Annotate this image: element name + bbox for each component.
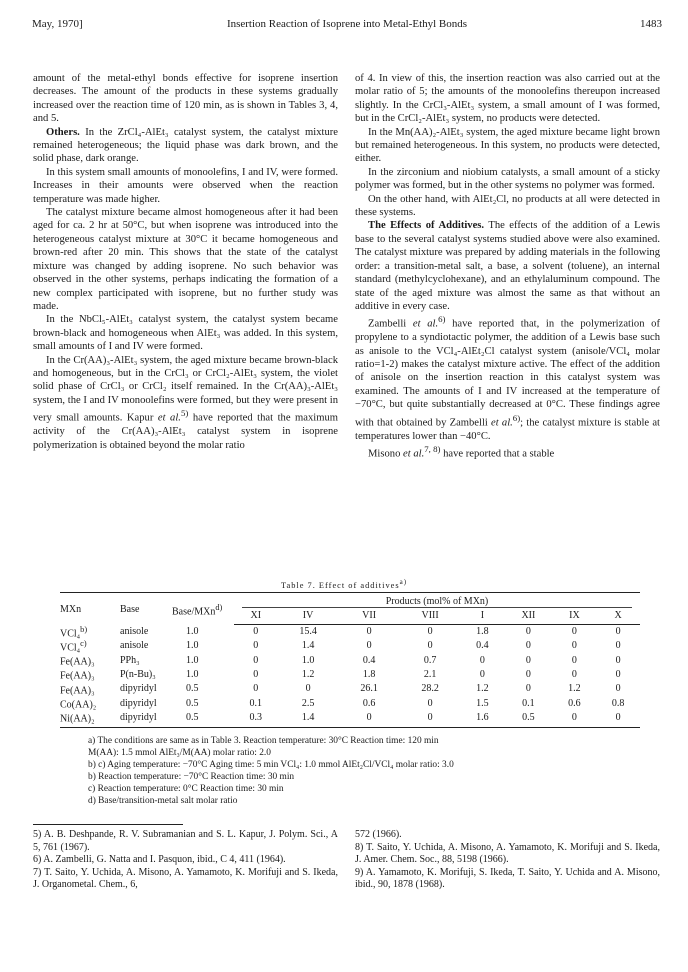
cell-product-value: 1.2 bbox=[301, 669, 315, 681]
paragraph: In the NbCl₅-AlEt₃ catalyst system, the catalyst system became brown-black and homogeneous when AlEt₃ was added. In this system, small amounts of I and IV were formed. bbox=[33, 314, 338, 353]
cell-product-value: 0 bbox=[400, 710, 461, 727]
reference: 9) A. Yamamoto, K. Morifuji, S. Ikeda, T. Saito, Y. Uchida and A. Misono, ibid., 90, 1878 (1968). bbox=[355, 866, 660, 891]
effect-of-additives-table bbox=[60, 592, 640, 728]
table-footnote: c) Reaction temperature: 0°C Reaction time: 30 min bbox=[88, 784, 284, 794]
cell-product-value: 1.4 bbox=[301, 640, 315, 652]
col-header-product: VIII bbox=[400, 609, 461, 625]
citation-et-al: et al. bbox=[157, 412, 181, 424]
cell-ratio: 1.0 bbox=[186, 640, 199, 652]
cell-product-value: 15.4 bbox=[299, 626, 317, 638]
cell-ratio: 0.5 bbox=[172, 710, 234, 727]
cell-product-value: 0 bbox=[339, 710, 400, 727]
reference: 5) A. B. Deshpande, R. V. Subramanian and S. L. Kapur, J. Polym. Sci., A 5, 761 (1967). bbox=[33, 829, 338, 853]
products-header-text: Products (mol% of MXn) bbox=[242, 596, 632, 608]
table-footnote: a) The conditions are same as in Table 3. Reaction temperature: 30°C Reaction time: 120 min bbox=[88, 736, 439, 746]
cell-product-value: 0 bbox=[525, 640, 531, 652]
table-footnote: M(AA): 1.5 mmol AlEt₃/M(AA) molar ratio: 2.0 bbox=[88, 748, 271, 758]
cell-product-value: 0.4 bbox=[362, 654, 376, 666]
col-header-product: VII bbox=[339, 609, 400, 625]
paragraph bbox=[355, 313, 660, 443]
col-header-product: I bbox=[461, 609, 505, 625]
cell-mx bbox=[60, 625, 120, 639]
citation-et-al: et al. bbox=[412, 318, 439, 330]
cell-product-value: 0 bbox=[525, 654, 531, 666]
cell-base: anisole bbox=[120, 626, 149, 638]
paragraph-text: ; the catalyst mixture is stable at temperatures lower than −40°C. bbox=[355, 417, 660, 442]
col-header-product: X bbox=[596, 609, 640, 625]
cell-product-value: 1.6 bbox=[461, 710, 505, 727]
cell-product-value: 0.6 bbox=[362, 697, 376, 709]
cell-product-value: 1.0 bbox=[301, 654, 315, 666]
citation-ref: 6) bbox=[438, 314, 446, 325]
cell-mx bbox=[60, 696, 120, 710]
cell-product-value: 0 bbox=[366, 640, 372, 652]
cell-product-value: 0 bbox=[427, 626, 433, 638]
cell-product-value: 0.4 bbox=[476, 640, 489, 652]
table-title bbox=[0, 578, 688, 590]
cell-product-value: 2.5 bbox=[301, 697, 315, 709]
cell-base: P(n-Bu)₃ bbox=[120, 669, 156, 681]
cell-product-value: 0 bbox=[253, 669, 259, 681]
paragraph: of 4. In view of this, the insertion reaction was also carried out at the molar ratio of 5; the amounts of the monoolefins thereupon increased slightly. In the CrCl₃-AlEt₃ system, a small amount of I was formed, but in the CrCl₂-AlEt₃ system, no products were detected. bbox=[355, 73, 660, 125]
cell-mx-text: VCl₄ bbox=[60, 642, 81, 654]
cell-mx-text: Co(AA)₂ bbox=[60, 699, 97, 711]
cell-ratio: 1.0 bbox=[186, 654, 199, 666]
table-footnotes bbox=[88, 735, 648, 807]
running-header bbox=[32, 18, 662, 34]
cell-product-value: 2.1 bbox=[423, 669, 437, 681]
paragraph: In the Mn(AA)₂-AlEt₃ system, the aged mixture became light brown but remained heterogeneous. In this system, no products were detected, either. bbox=[355, 126, 660, 165]
table-footnote: b) c) Aging temperature: −70°C Aging time: 5 min VCl₄: 1.0 mmol AlEt₂Cl/VCl₄ molar ratio: 3.0 bbox=[88, 760, 454, 770]
cell-ratio: 0.5 bbox=[186, 683, 199, 695]
citation-ref: 7, 8) bbox=[424, 444, 441, 455]
reference: 7) T. Saito, Y. Uchida, A. Misono, A. Yamamoto, K. Morifuji and S. Ikeda, J. Organometal. Chem., 6, bbox=[33, 866, 338, 891]
cell-mx bbox=[60, 653, 120, 667]
table-footnote: d) Base/transition-metal salt molar ratio bbox=[88, 796, 238, 806]
paragraph-text: have reported that a stable bbox=[443, 448, 555, 460]
cell-product-value: 0.1 bbox=[522, 697, 535, 709]
cell-mx-text: Fe(AA)₃ bbox=[60, 670, 95, 682]
cell-mx bbox=[60, 639, 120, 653]
col-header-product: IX bbox=[553, 609, 597, 625]
cell-product-value: 28.2 bbox=[421, 683, 439, 695]
table-row bbox=[60, 653, 640, 667]
cell-product-value: 0.1 bbox=[249, 697, 263, 709]
citation-author: Zambelli bbox=[368, 318, 407, 330]
cell-product-value: 0 bbox=[553, 710, 597, 727]
cell-product-value: 0 bbox=[427, 697, 433, 709]
cell-mx-text: VCl₄ bbox=[60, 627, 81, 639]
paragraph-text: The effects of the addition of a Lewis base to the several catalyst systems studied above were also examined. The catalyst mixture was prepared by adding materials in the following order: a transition-metal salt, a base, a solvent (toluene), an internal standard (methylcyclohexane), and an ethylaluminum compound. The state of the aged mixture was almost the same as that without an additive in every case. bbox=[355, 220, 660, 312]
col-header-mx: MXn bbox=[60, 593, 120, 625]
cell-product-value: 1.5 bbox=[476, 697, 489, 709]
cell-product-value: 26.1 bbox=[360, 683, 378, 695]
citation-ref: 5) bbox=[180, 408, 189, 419]
paragraph-text: have reported that the maximum activity of the Cr(AA)₃-AlEt₃ catalyst system in isoprene polymerization is obtained beyond the molar ratio bbox=[33, 412, 338, 451]
products-header bbox=[234, 593, 640, 609]
cell-product-value: 0.8 bbox=[611, 697, 625, 709]
paragraph bbox=[355, 219, 660, 313]
cell-product-value: 0.3 bbox=[234, 710, 278, 727]
cell-mx bbox=[60, 682, 120, 696]
citation-ref: 6) bbox=[512, 412, 521, 423]
paragraph: In the zirconium and niobium catalysts, a small amount of a sticky polymer was formed, but in the other systems no polymer was formed. bbox=[355, 166, 660, 192]
cell-product-value: 0 bbox=[479, 669, 485, 681]
footnote-rule bbox=[33, 824, 183, 825]
left-column bbox=[33, 72, 338, 452]
col-header-base: Base bbox=[120, 593, 172, 625]
cell-product-value: 0 bbox=[427, 640, 433, 652]
cell-mx bbox=[60, 667, 120, 681]
section-lead: Others. bbox=[46, 126, 80, 138]
cell-product-value: 0 bbox=[615, 669, 621, 681]
paragraph: In this system small amounts of monoolefins, I and IV, were formed. Increases in their amounts were observed when the reaction temperature was made higher. bbox=[33, 166, 338, 205]
paragraph: On the other hand, with AlEt₂Cl, no products at all were detected in these systems. bbox=[355, 193, 660, 219]
cell-product-value: 1.8 bbox=[476, 626, 489, 638]
header-title: Insertion Reaction of Isoprene into Metal-Ethyl Bonds bbox=[226, 18, 468, 30]
cell-mx-text: Fe(AA)₃ bbox=[60, 656, 95, 668]
cell-product-value: 0 bbox=[571, 669, 577, 681]
cell-product-value: 0.7 bbox=[423, 654, 437, 666]
cell-product-value: 1.2 bbox=[476, 683, 489, 695]
cell-ratio: 0.5 bbox=[186, 697, 199, 709]
cell-mx-note: b) bbox=[80, 624, 88, 634]
table-title-note: a) bbox=[399, 578, 408, 586]
col-header-ratio-note: d) bbox=[215, 602, 223, 612]
table-row bbox=[60, 625, 640, 639]
citation-et-al: et al. bbox=[403, 448, 425, 460]
cell-product-value: 0.6 bbox=[568, 697, 581, 709]
citation-et-al: et al. bbox=[491, 417, 513, 429]
col-header-product: IV bbox=[278, 609, 339, 625]
cell-base: anisole bbox=[120, 640, 149, 652]
cell-base: dipyridyl bbox=[120, 697, 157, 709]
paragraph-text: In the Cr(AA)₃-AlEt₃ system, the aged mixture became brown-black and homogeneous, but in the CrCl₃ or CrCl₂-AlEt₃ system, the violet solid phase of CrCl₃ or CrCl₂ itself remained. In the Cr(AA)₃-AlEt₃ system, the I and IV monoolefins were formed, but they were present in very small amounts. Kapur bbox=[33, 354, 338, 424]
cell-product-value: 0 bbox=[253, 683, 259, 695]
paragraph-text: have reported that, in the polymerization of propylene to a syndiotactic polymer, the addition of a Lewis base such as anisole to the VCl₄-AlEt₂Cl catalyst system (anisole/VCl₄ molar ratio=1-2) makes the catalyst mixture active. The effect of the addition of anisole on the insertion reaction in this catalyst system was examined. The amounts of I and IV increased at the temperature of −70°C, but quite substantially decreased at 0°C. These findings agree with that obtained by Zambelli bbox=[355, 318, 660, 429]
cell-product-value: 0 bbox=[305, 683, 311, 695]
cell-product-value: 1.2 bbox=[568, 683, 581, 695]
right-column bbox=[355, 72, 660, 461]
references-left bbox=[33, 829, 338, 892]
cell-mx-note: c) bbox=[80, 638, 87, 648]
cell-product-value: 0 bbox=[525, 626, 531, 638]
cell-product-value: 0 bbox=[571, 640, 577, 652]
table-row bbox=[60, 696, 640, 710]
table-footnote: b) Reaction temperature: −70°C Reaction time: 30 min bbox=[88, 772, 295, 782]
table-row bbox=[60, 710, 640, 727]
cell-product-value: 0 bbox=[615, 654, 621, 666]
cell-product-value: 0 bbox=[253, 626, 259, 638]
cell-ratio: 1.0 bbox=[186, 626, 199, 638]
cell-product-value: 0 bbox=[571, 626, 577, 638]
cell-mx-text: Ni(AA)₂ bbox=[60, 713, 95, 725]
cell-product-value: 0 bbox=[571, 654, 577, 666]
cell-product-value: 0 bbox=[615, 626, 621, 638]
cell-ratio: 1.0 bbox=[186, 669, 199, 681]
cell-mx bbox=[60, 710, 120, 727]
section-lead: The Effects of Additives. bbox=[368, 220, 485, 232]
col-header-product: XII bbox=[504, 609, 552, 625]
cell-product-value: 0 bbox=[525, 669, 531, 681]
header-date: May, 1970] bbox=[32, 18, 83, 30]
paragraph bbox=[33, 354, 338, 452]
citation-author: Misono bbox=[368, 448, 401, 460]
reference: 572 (1966). bbox=[355, 829, 402, 840]
cell-product-value: 0 bbox=[253, 654, 259, 666]
references-right bbox=[355, 829, 660, 892]
cell-base: dipyridyl bbox=[120, 683, 157, 695]
paragraph-text: In the ZrCl₄-AlEt₃ catalyst system, the catalyst mixture remained heterogeneous; the liquid phase was dark brown, and the solid phase, dark orange. bbox=[33, 126, 338, 165]
cell-product-value: 0 bbox=[615, 640, 621, 652]
col-header-ratio-text: Base/MXn bbox=[172, 605, 216, 617]
col-header-ratio bbox=[172, 593, 234, 625]
col-header-product: XI bbox=[234, 609, 278, 625]
cell-product-value: 0 bbox=[525, 683, 531, 695]
paragraph: amount of the metal-ethyl bonds effective for isoprene insertion decreases. The amount of the products in these systems gradually increased over the reaction time of 120 min, as is shown in Tables 3, 4, and 5. bbox=[33, 73, 338, 125]
table-title-text: Table 7. Effect of additives bbox=[280, 580, 400, 590]
cell-mx-text: Fe(AA)₃ bbox=[60, 685, 95, 697]
cell-product-value: 0 bbox=[253, 640, 259, 652]
page-number: 1483 bbox=[640, 18, 662, 30]
paragraph bbox=[355, 443, 660, 461]
table-row bbox=[60, 639, 640, 653]
cell-product-value: 0 bbox=[366, 626, 372, 638]
cell-base: PPh₃ bbox=[120, 654, 140, 666]
paragraph: The catalyst mixture became almost homogeneous after it had been aged for ca. 2 hr at 50°C, but when isoprene was introduced into the heterogeneous catalyst mixture at 30°C it became homogeneous and brown-red after 20 min. This shows that the state of the catalyst mixture was changed by adding isoprene. No such behavior was observed in the other systems, perhaps indicating the formation of a new complex participated with isoprene, but no further study was made. bbox=[33, 207, 338, 312]
cell-product-value: 0.5 bbox=[504, 710, 552, 727]
table-row bbox=[60, 667, 640, 681]
cell-product-value: 0 bbox=[596, 710, 640, 727]
table-row bbox=[60, 682, 640, 696]
cell-product-value: 1.8 bbox=[362, 669, 376, 681]
paragraph bbox=[33, 126, 338, 166]
reference: 6) A. Zambelli, G. Natta and I. Pasquon, ibid., C 4, 411 (1964). bbox=[33, 854, 286, 866]
cell-product-value: 1.4 bbox=[278, 710, 339, 727]
reference: 8) T. Saito, Y. Uchida, A. Misono, A. Yamamoto, K. Morifuji and S. Ikeda, J. Amer. Chem. Soc., 88, 5198 (1966). bbox=[355, 841, 660, 866]
cell-product-value: 0 bbox=[615, 683, 621, 695]
cell-product-value: 0 bbox=[479, 654, 485, 666]
cell-base: dipyridyl bbox=[120, 710, 172, 727]
